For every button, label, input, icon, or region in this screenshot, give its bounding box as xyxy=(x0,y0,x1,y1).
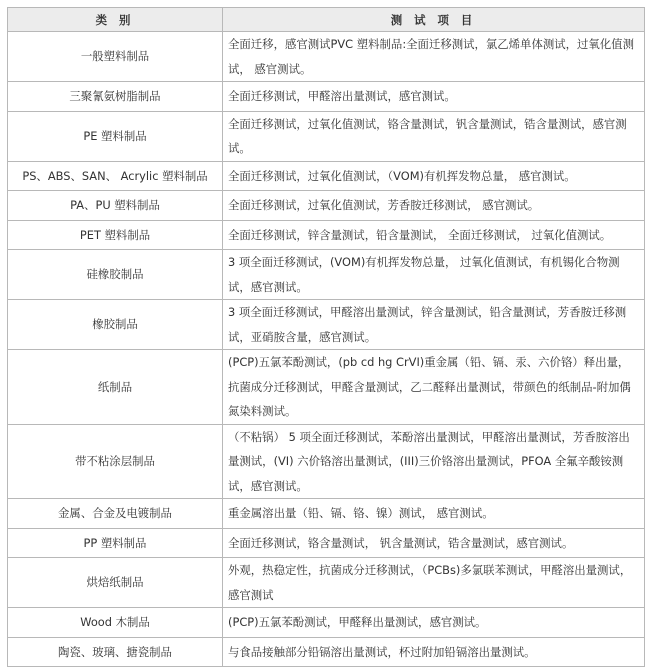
table-row xyxy=(8,424,645,499)
table-row xyxy=(8,608,645,638)
category-cell: PE 塑料制品 xyxy=(8,111,223,161)
category-cell: 纸制品 xyxy=(8,350,223,425)
table-row xyxy=(8,161,645,191)
category-cell: 橡胶制品 xyxy=(8,300,223,350)
table-row xyxy=(8,191,645,221)
header-category: 类 别 xyxy=(8,8,223,32)
category-cell: Wood 木制品 xyxy=(8,608,223,638)
tests-cell: 全面迁移测试，过氧化值测试，（VOM)有机挥发物总量， 感官测试。 xyxy=(223,161,645,191)
test-items-table-container xyxy=(7,7,644,667)
table-row xyxy=(8,220,645,250)
table-row xyxy=(8,499,645,529)
tests-cell: 3 项全面迁移测试，(VOM)有机挥发物总量， 过氧化值测试，有机锡化合物测试，感官测试。 xyxy=(223,250,645,300)
tests-cell: 全面迁移测试，过氧化值测试，芳香胺迁移测试， 感官测试。 xyxy=(223,191,645,221)
table-row xyxy=(8,250,645,300)
category-cell: 一般塑料制品 xyxy=(8,32,223,82)
category-cell: 带不粘涂层制品 xyxy=(8,424,223,499)
tests-cell: 全面迁移测试，甲醛溶出量测试，感官测试。 xyxy=(223,82,645,112)
tests-cell: (PCP)五氯苯酚测试，(pb cd hg CrVI)重金属（铅、镉、汞、六价铬）释出量，抗菌成分迁移测试，甲醛含量测试，乙二醛释出量测试，带颜色的纸制品-附加偶氮染料测试。 xyxy=(223,350,645,425)
table-row xyxy=(8,82,645,112)
category-cell: 硅橡胶制品 xyxy=(8,250,223,300)
category-cell: 三聚氰氨树脂制品 xyxy=(8,82,223,112)
tests-cell: 与食品接触部分铅镉溶出量测试，杯过附加铅镉溶出量测试。 xyxy=(223,637,645,667)
category-cell: PA、PU 塑料制品 xyxy=(8,191,223,221)
tests-cell: 全面迁移测试，过氧化值测试，铬含量测试，钒含量测试，锆含量测试，感官测试。 xyxy=(223,111,645,161)
table-row xyxy=(8,350,645,425)
category-cell: 金属、合金及电镀制品 xyxy=(8,499,223,529)
tests-cell: 全面迁移测试，锌含量测试，铅含量测试， 全面迁移测试， 过氧化值测试。 xyxy=(223,220,645,250)
tests-cell: 3 项全面迁移测试，甲醛溶出量测试，锌含量测试，铅含量测试，芳香胺迁移测试，亚硝胺含量，感官测试。 xyxy=(223,300,645,350)
test-items-table xyxy=(7,7,645,667)
tests-cell: 全面迁移测试，铬含量测试， 钒含量测试，锆含量测试，感官测试。 xyxy=(223,528,645,558)
category-cell: PP 塑料制品 xyxy=(8,528,223,558)
category-cell: PET 塑料制品 xyxy=(8,220,223,250)
category-cell: PS、ABS、SAN、 Acrylic 塑料制品 xyxy=(8,161,223,191)
tests-cell: （不粘锅） 5 项全面迁移测试，苯酚溶出量测试，甲醛溶出量测试，芳香胺溶出量测试，(VI) 六价铬溶出量测试，(III)三价铬溶出量测试，PFOA 全氟辛酸铵测试，感官测试。 xyxy=(223,424,645,499)
category-cell: 烘焙纸制品 xyxy=(8,558,223,608)
header-tests: 测 试 项 目 xyxy=(223,8,645,32)
table-row xyxy=(8,32,645,82)
table-row xyxy=(8,528,645,558)
tests-cell: 重金属溶出量（铅、镉、铬、镍）测试， 感官测试。 xyxy=(223,499,645,529)
table-row xyxy=(8,558,645,608)
tests-cell: 外观，热稳定性，抗菌成分迁移测试，（PCBs)多氯联苯测试，甲醛溶出量测试，感官测试 xyxy=(223,558,645,608)
table-row xyxy=(8,300,645,350)
category-cell: 陶瓷、玻璃、搪瓷制品 xyxy=(8,637,223,667)
tests-cell: 全面迁移，感官测试PVC 塑料制品:全面迁移测试，氯乙烯单体测试，过氧化值测试， 感官测试。 xyxy=(223,32,645,82)
header-row xyxy=(8,8,645,32)
table-row xyxy=(8,111,645,161)
tests-cell: (PCP)五氯苯酚测试，甲醛释出量测试，感官测试。 xyxy=(223,608,645,638)
